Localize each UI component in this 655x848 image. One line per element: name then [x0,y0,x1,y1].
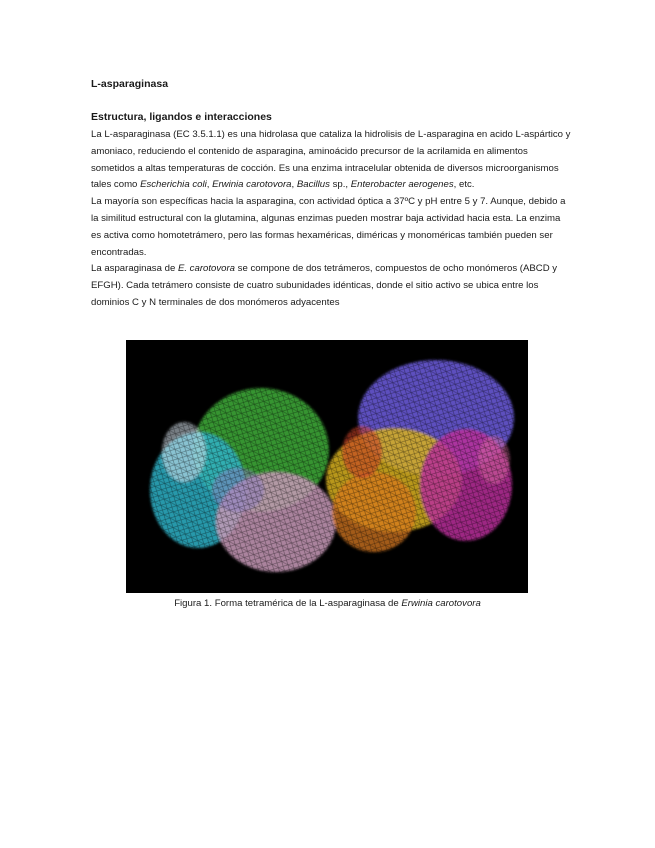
paragraph-text: , etc. [453,179,475,191]
caption-organism: Erwinia carotovora [401,598,481,609]
organism-name: Escherichia coli [140,179,207,191]
paragraph-specificity: La mayoría son específicas hacia la asparagina, con actividad óptica a 37ºC y pH entre 5 y 7. Aunque, debido a la similitud estructural con la glutamina, algunas enzimas pueden mostrar baja actividad hacia esta. La enzima es activa como homotetrámero, pero las formas hexaméricas, diméricas y monoméricas también pueden ser encontradas. [91,196,566,258]
section-heading: Estructura, ligandos e interacciones [91,111,272,123]
paragraph-text: La L-asparaginasa (EC 3.5.1.1) es una hidrolasa que cataliza la hidrolisis de L-asparagina en acido L-aspártico y amoniaco, reduciendo el contenido de asparagina, aminoácido precursor de la acrilamida en alimentos sometidos a altas temperaturas de cocción. Es una enzima intracelular obtenida de diversos microorganismos tales como [91,129,571,191]
protein-structure-figure [126,340,528,593]
separator: , [291,179,297,191]
document-title: L-asparaginasa [91,78,169,90]
paragraph-structure [91,261,571,311]
paragraph-text: La asparaginasa de [91,263,178,275]
figure-caption [0,598,655,609]
paragraph-text: se compone de dos tetrámeros, compuestos de ocho monómeros (ABCD y EFGH). Cada tetrámero consiste de cuatro subunidades idénticas, donde el sitio activo se ubica entre los dominios C y N terminales de dos monómeros adyacentes [91,263,558,308]
paragraph-definition [91,127,571,194]
organism-name: Erwinia carotovora [212,179,292,191]
organism-name: Enterobacter aerogenes [350,179,454,191]
organism-name: Bacillus [296,179,330,191]
body-text [91,127,571,312]
separator: sp., [329,179,351,191]
organism-name: E. carotovora [177,263,236,275]
caption-text: Figura 1. Forma tetramérica de la L-asparaginasa de [174,598,402,609]
separator: , [206,179,213,191]
protein-structure-image [126,340,528,593]
